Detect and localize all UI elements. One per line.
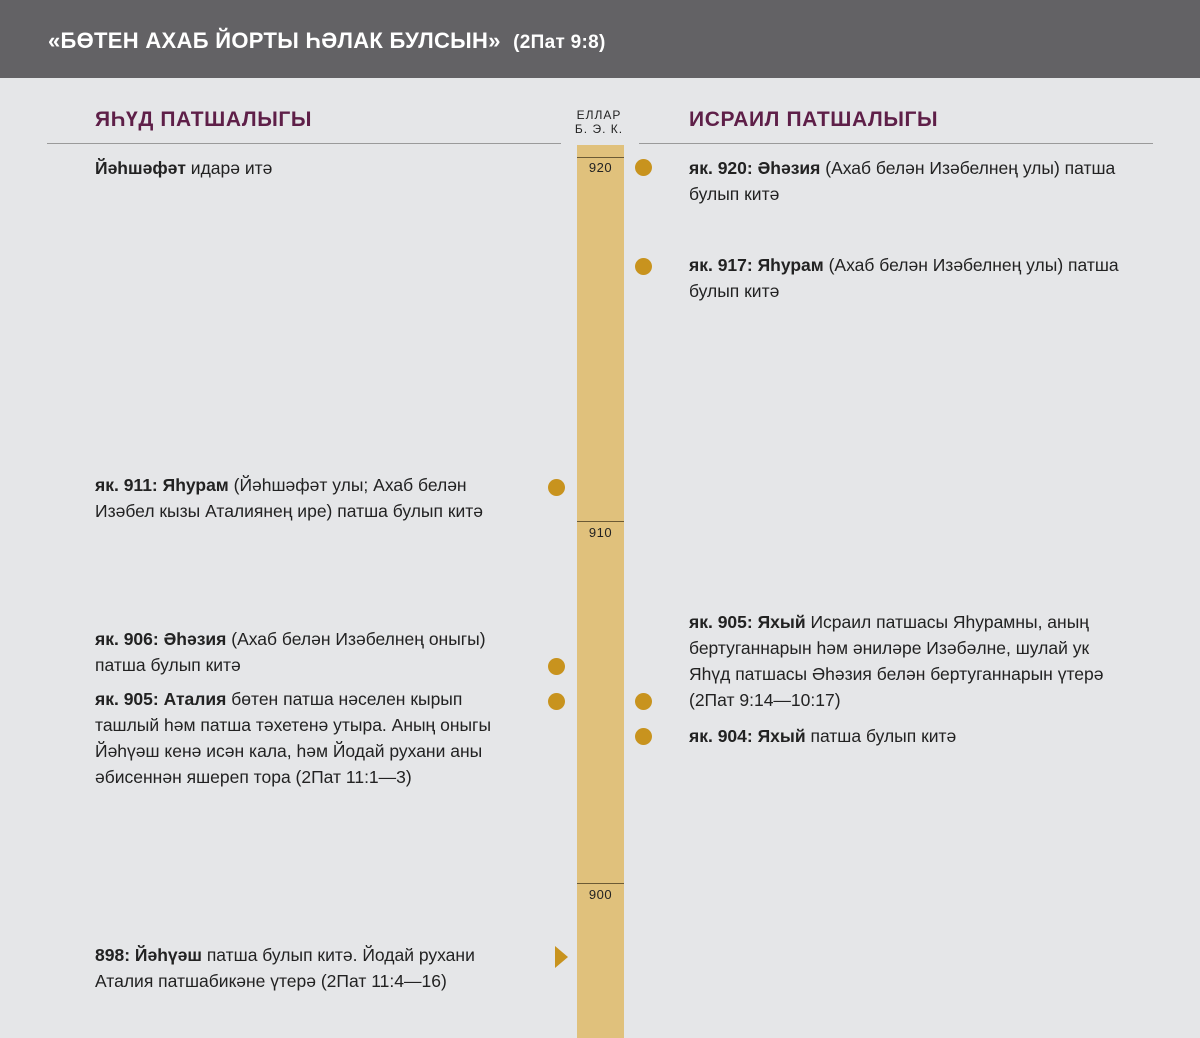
left-marker-dot-911 bbox=[548, 479, 565, 496]
left-event-3-label: як. 906: Әһәзия bbox=[95, 629, 227, 649]
left-event-2-label: як. 911: Яһурам bbox=[95, 475, 229, 495]
right-event-1 bbox=[689, 155, 1149, 207]
title-text: «БӨТЕН АХАБ ЙОРТЫ ҺӘЛАК БУЛСЫН» bbox=[48, 28, 501, 53]
left-event-4-label: як. 905: Аталия bbox=[95, 689, 227, 709]
right-event-3 bbox=[689, 609, 1129, 713]
right-marker-dot-920 bbox=[635, 159, 652, 176]
right-marker-dot-905 bbox=[635, 693, 652, 710]
left-divider bbox=[47, 143, 561, 144]
left-event-5-text: патша булып китә. Йодай рухани Аталия патшабикәне үтерә (2Пат 11:4—16) bbox=[95, 945, 475, 991]
title-reference: (2Пат 9:8) bbox=[513, 32, 606, 53]
left-event-2-text: (Йәһшәфәт улы; Ахаб белән Изәбел кызы Аталиянең ире) патша булып китә bbox=[95, 475, 484, 521]
left-event-4 bbox=[95, 686, 515, 790]
right-event-4-label: як. 904: Яхый bbox=[689, 726, 806, 746]
left-event-1-text: идарә итә bbox=[185, 158, 273, 178]
right-event-4 bbox=[689, 723, 1149, 749]
years-label-line2: Б. Э. К. bbox=[574, 122, 624, 136]
right-event-3-text: Исраил патшасы Яһурамны, аның бертуганнарын һәм әниләре Изәбәлне, шулай ук Яһүд патшасы Әһәзия белән бертуганнарын үтерә (2Пат 9:14—10:17) bbox=[689, 612, 1104, 710]
right-event-4-text: патша булып китә bbox=[805, 726, 957, 746]
left-event-1-label: Йәһшәфәт bbox=[95, 158, 186, 178]
tick-900 bbox=[577, 883, 624, 884]
tick-label-920: 920 bbox=[588, 160, 613, 175]
tick-label-900: 900 bbox=[588, 887, 613, 902]
left-marker-dot-906 bbox=[548, 658, 565, 675]
page-title bbox=[48, 28, 606, 54]
left-event-5 bbox=[95, 942, 515, 994]
left-event-5-label: 898: Йәһүәш bbox=[95, 945, 202, 965]
left-column-title: ЯҺҮД ПАТШАЛЫГЫ bbox=[95, 108, 313, 131]
left-event-3-text: (Ахаб белән Изәбелнең оныгы) патша булып китә bbox=[95, 629, 486, 675]
left-event-1 bbox=[95, 155, 555, 181]
right-marker-dot-904 bbox=[635, 728, 652, 745]
tick-910 bbox=[577, 521, 624, 522]
right-column-title: ИСРАИЛ ПАТШАЛЫГЫ bbox=[689, 108, 939, 131]
right-marker-dot-917 bbox=[635, 258, 652, 275]
left-marker-arrow-898 bbox=[555, 946, 568, 968]
left-event-3 bbox=[95, 626, 515, 678]
right-event-1-text: (Ахаб белән Изәбелнең улы) патша булып китә bbox=[689, 158, 1116, 204]
right-event-3-label: як. 905: Яхый bbox=[689, 612, 806, 632]
left-marker-dot-905 bbox=[548, 693, 565, 710]
timeline-bar bbox=[577, 145, 624, 1038]
right-event-2-text: (Ахаб белән Изәбелнең улы) патша булып китә bbox=[689, 255, 1119, 301]
right-event-2-label: як. 917: Яһурам bbox=[689, 255, 824, 275]
left-event-2 bbox=[95, 472, 515, 524]
right-divider bbox=[639, 143, 1153, 144]
left-event-4-text: бөтен патша нәселен кырып ташлый һәм патша тәхетенә утыра. Аның оныгы Йәһүәш кенә исән кала, һәм Йодай рухани аны әбисеннән яшереп тора (2Пат 11:1—3) bbox=[95, 689, 492, 787]
right-event-2 bbox=[689, 252, 1149, 304]
years-label bbox=[566, 108, 632, 136]
tick-label-910: 910 bbox=[588, 525, 613, 540]
tick-920 bbox=[577, 157, 624, 158]
years-label-line1: ЕЛЛАР bbox=[576, 108, 622, 122]
right-event-1-label: як. 920: Әһәзия bbox=[689, 158, 821, 178]
